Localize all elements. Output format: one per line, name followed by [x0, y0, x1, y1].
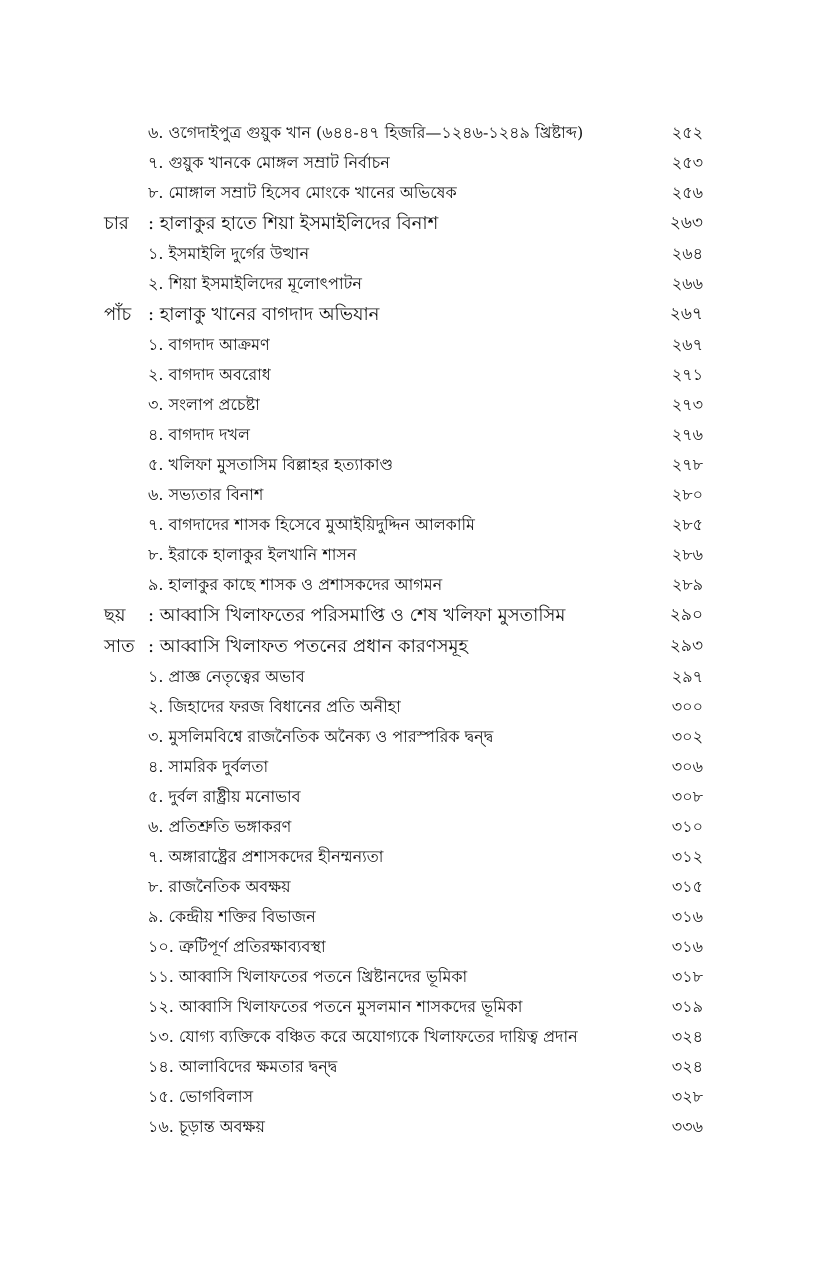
- entry-page-number: ৩০৮: [671, 787, 703, 806]
- toc-entry: [0, 118, 825, 148]
- entry-page-number: ৩২৪: [671, 1027, 703, 1046]
- entry-page-number: ২৭৮: [671, 455, 703, 474]
- toc-entry: [0, 178, 825, 208]
- entry-title: ৮. ইরাকে হালাকুর ইলখানি শাসন: [148, 545, 357, 564]
- entry-page-number: ৩০০: [671, 697, 703, 716]
- chapter-page-number: ২৯৩: [669, 636, 703, 656]
- toc-entry: [0, 812, 825, 842]
- entry-title: ১৬. চূড়ান্ত অবক্ষয়: [148, 1117, 265, 1136]
- entry-page-number: ২৬৬: [671, 274, 703, 293]
- toc-entry: [0, 782, 825, 812]
- toc-entry: [0, 148, 825, 178]
- entry-page-number: ২৮৯: [671, 575, 703, 594]
- toc-entry: [0, 269, 825, 299]
- entry-title: ৯. হালাকুর কাছে শাসক ও প্রশাসকদের আগমন: [148, 575, 443, 594]
- entry-title: ৮. রাজনৈতিক অবক্ষয়: [148, 877, 291, 896]
- entry-page-number: ২৫৩: [671, 153, 703, 172]
- toc-entry: [0, 992, 825, 1022]
- entry-title: ৩. মুসলিমবিশ্বে রাজনৈতিক অনৈক্য ও পারস্পরিক দ্বন্দ্ব: [148, 727, 494, 746]
- toc-entry: [0, 872, 825, 902]
- entry-page-number: ৩২৮: [671, 1087, 703, 1106]
- toc-chapter-entry: [0, 600, 825, 631]
- table-of-contents: [0, 118, 825, 1142]
- entry-title: ৬. ওগেদাইপুত্র গুয়ুক খান (৬৪৪-৪৭ হিজরি—১২৪৬-১২৪৯ খ্রিষ্টাব্দ): [148, 123, 584, 142]
- entry-title: ৩. সংলাপ প্রচেষ্টা: [148, 395, 260, 414]
- chapter-number: চার: [104, 213, 129, 234]
- entry-title: ১১. আব্বাসি খিলাফতের পতনে খ্রিষ্টানদের ভূমিকা: [148, 967, 468, 986]
- entry-page-number: ৩৩৬: [671, 1117, 703, 1136]
- toc-chapter-entry: [0, 208, 825, 239]
- entry-page-number: ২৬৪: [671, 244, 703, 263]
- entry-page-number: ৩১২: [671, 847, 703, 866]
- entry-title: ৭. গুয়ুক খানকে মোঙ্গল সম্রাট নির্বাচন: [148, 153, 390, 172]
- chapter-page-number: ২৯০: [669, 605, 703, 625]
- entry-title: ৬. সভ্যতার বিনাশ: [148, 485, 264, 504]
- chapter-number: পাঁচ: [104, 304, 132, 325]
- toc-entry: [0, 390, 825, 420]
- chapter-page-number: ২৬৭: [669, 304, 703, 324]
- entry-page-number: ২৬৭: [671, 335, 703, 354]
- toc-entry: [0, 932, 825, 962]
- entry-page-number: ২৭৬: [671, 425, 703, 444]
- toc-entry: [0, 480, 825, 510]
- chapter-title: : হালাকুর হাতে শিয়া ইসমাইলিদের বিনাশ: [148, 213, 439, 234]
- entry-title: ৭. অঙ্গারাষ্ট্রের প্রশাসকদের হীনম্মন্যতা: [148, 847, 384, 866]
- toc-entry: [0, 570, 825, 600]
- toc-entry: [0, 510, 825, 540]
- toc-entry: [0, 330, 825, 360]
- entry-title: ১. বাগদাদ আক্রমণ: [148, 335, 270, 354]
- entry-title: ৭. বাগদাদের শাসক হিসেবে মুআইয়িদুদ্দিন আলকামি: [148, 515, 475, 534]
- entry-title: ১৩. যোগ্য ব্যক্তিকে বঞ্চিত করে অযোগ্যকে খিলাফতের দায়িত্ব প্রদান: [148, 1027, 578, 1046]
- entry-title: ৫. খলিফা মুসতাসিম বিল্লাহর হত্যাকাণ্ড: [148, 455, 394, 474]
- chapter-number: সাত: [104, 636, 135, 657]
- entry-title: ১. ইসমাইলি দুর্গের উত্থান: [148, 244, 309, 263]
- entry-page-number: ২৯৭: [671, 667, 703, 686]
- toc-entry: [0, 752, 825, 782]
- chapter-page-number: ২৬৩: [669, 213, 703, 233]
- entry-page-number: ৩১৮: [671, 967, 703, 986]
- entry-title: ১৫. ভোগবিলাস: [148, 1087, 254, 1106]
- entry-page-number: ২৭৩: [671, 395, 703, 414]
- entry-title: ১২. আব্বাসি খিলাফতের পতনে মুসলমান শাসকদের ভূমিকা: [148, 997, 523, 1016]
- toc-chapter-entry: [0, 631, 825, 662]
- toc-entry: [0, 1022, 825, 1052]
- toc-entry: [0, 1082, 825, 1112]
- entry-title: ১৪. আলাবিদের ক্ষমতার দ্বন্দ্ব: [148, 1057, 338, 1076]
- entry-page-number: ৩১০: [671, 817, 703, 836]
- entry-title: ১০. ত্রুটিপূর্ণ প্রতিরক্ষাব্যবস্থা: [148, 937, 326, 956]
- entry-page-number: ২৭১: [671, 365, 703, 384]
- entry-title: ২. শিয়া ইসমাইলিদের মূলোৎপাটন: [148, 274, 362, 293]
- entry-title: ৪. সামরিক দুর্বলতা: [148, 757, 269, 776]
- entry-page-number: ৩২৪: [671, 1057, 703, 1076]
- chapter-number: ছয়: [104, 605, 126, 626]
- chapter-title: : হালাকু খানের বাগদাদ অভিযান: [148, 304, 380, 325]
- entry-page-number: ৩১৬: [671, 907, 703, 926]
- toc-entry: [0, 360, 825, 390]
- entry-title: ১. প্রাজ্ঞ নেতৃত্বের অভাব: [148, 667, 305, 686]
- entry-page-number: ৩১৫: [671, 877, 703, 896]
- entry-page-number: ২৫২: [671, 123, 703, 142]
- entry-title: ২. বাগদাদ অবরোধ: [148, 365, 271, 384]
- entry-title: ৫. দুর্বল রাষ্ট্রীয় মনোভাব: [148, 787, 301, 806]
- entry-title: ৮. মোঙ্গাল সম্রাট হিসেব মোংকে খানের অভিষেক: [148, 183, 457, 202]
- toc-entry: [0, 420, 825, 450]
- entry-page-number: ৩১৯: [671, 997, 703, 1016]
- entry-page-number: ২৮০: [671, 485, 703, 504]
- entry-title: ৬. প্রতিশ্রুতি ভঙ্গাকরণ: [148, 817, 292, 836]
- entry-page-number: ৩১৬: [671, 937, 703, 956]
- toc-entry: [0, 662, 825, 692]
- entry-title: ৯. কেন্দ্রীয় শক্তির বিভাজন: [148, 907, 316, 926]
- chapter-title: : আব্বাসি খিলাফতের পরিসমাপ্তি ও শেষ খলিফা মুসতাসিম: [148, 605, 566, 626]
- toc-chapter-entry: [0, 299, 825, 330]
- entry-title: ২. জিহাদের ফরজ বিধানের প্রতি অনীহা: [148, 697, 401, 716]
- entry-page-number: ২৮৫: [671, 515, 703, 534]
- entry-page-number: ৩০৬: [671, 757, 703, 776]
- toc-entry: [0, 692, 825, 722]
- toc-entry: [0, 842, 825, 872]
- toc-entry: [0, 1052, 825, 1082]
- toc-entry: [0, 540, 825, 570]
- toc-entry: [0, 1112, 825, 1142]
- toc-entry: [0, 239, 825, 269]
- toc-entry: [0, 962, 825, 992]
- entry-page-number: ২৮৬: [671, 545, 703, 564]
- entry-page-number: ৩০২: [671, 727, 703, 746]
- entry-page-number: ২৫৬: [671, 183, 703, 202]
- toc-entry: [0, 902, 825, 932]
- toc-entry: [0, 722, 825, 752]
- entry-title: ৪. বাগদাদ দখল: [148, 425, 250, 444]
- chapter-title: : আব্বাসি খিলাফত পতনের প্রধান কারণসমূহ: [148, 636, 468, 657]
- toc-entry: [0, 450, 825, 480]
